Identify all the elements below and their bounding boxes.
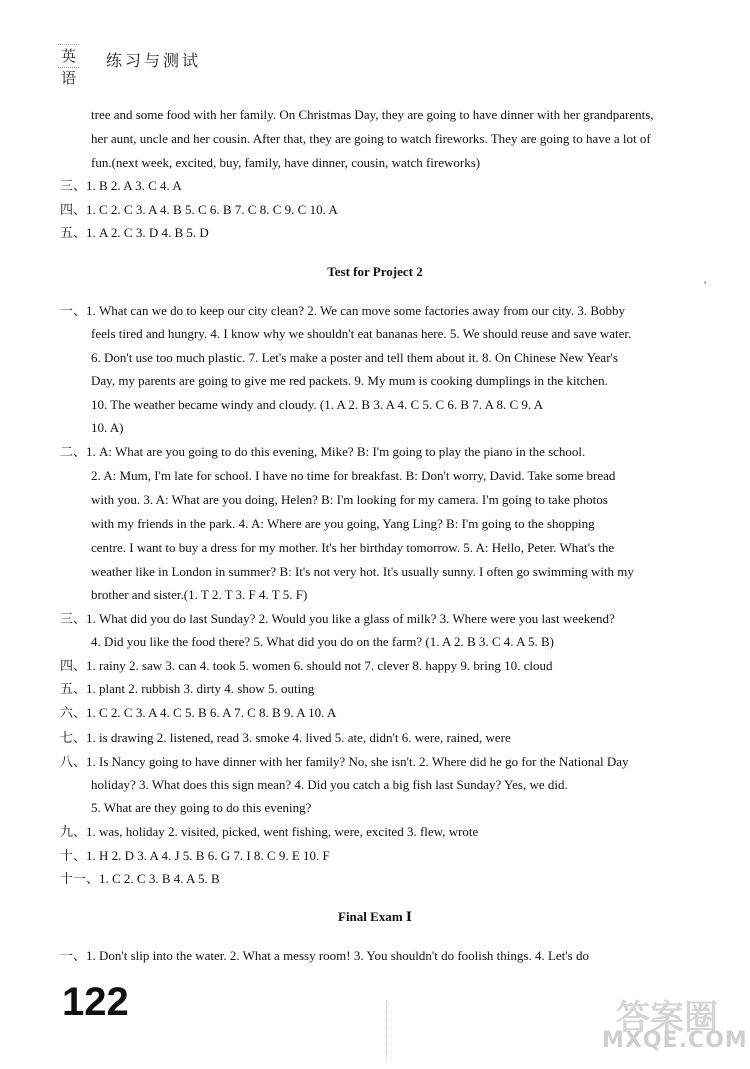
text-line: tree and some food with her family. On Christmas Day, they are going to have dinner with her grandparents, <box>91 107 654 122</box>
text-line: 5. What are they going to do this evening? <box>91 800 312 815</box>
section-heading: Test for Project 2 <box>327 264 423 279</box>
stray-mark: ' <box>704 278 707 292</box>
answer-line: 三、1. B 2. A 3. C 4. A <box>60 178 182 193</box>
text-line: brother and sister.(1. T 2. T 3. F 4. T 5. F) <box>91 587 308 602</box>
text-line: centre. I want to buy a dress for my mother. It's her birthday tomorrow. 5. A: Hello, Peter. What's the <box>91 540 615 555</box>
book-title: 练习与测试 <box>106 51 202 70</box>
watermark-logo <box>596 990 746 1060</box>
answer-line: 六、1. C 2. C 3. A 4. C 5. B 6. A 7. C 8. B 9. A 10. A <box>60 705 337 720</box>
text-line: weather like in London in summer? B: It's not very hot. It's usually sunny. I often go swimming with my <box>91 564 634 579</box>
text-line: 4. Did you like the food there? 5. What did you do on the farm? (1. A 2. B 3. C 4. A 5. B) <box>91 634 555 649</box>
answer-line: 一、1. What can we do to keep our city clean? 2. We can move some factories away from our city. 3. Bobby <box>60 303 625 318</box>
answer-line: 一、1. Don't slip into the water. 2. What a messy room! 3. You shouldn't do foolish things. 4. Let's do <box>60 948 589 963</box>
text-line: holiday? 3. What does this sign mean? 4. Did you catch a big fish last Sunday? Yes, we did. <box>91 777 568 792</box>
answer-line: 二、1. A: What are you going to do this evening, Mike? B: I'm going to play the piano in the school. <box>60 444 586 459</box>
text-line: fun.(next week, excited, buy, family, have dinner, cousin, watch fireworks) <box>91 155 481 170</box>
text-line: 2. A: Mum, I'm late for school. I have no time for breakfast. B: Don't worry, David. Take some bread <box>91 468 616 483</box>
answer-line: 十一、1. C 2. C 3. B 4. A 5. B <box>60 871 220 886</box>
answer-line: 五、1. A 2. C 3. D 4. B 5. D <box>60 225 209 240</box>
text-line: with my friends in the park. 4. A: Where are you going, Yang Ling? B: I'm going to the shopping <box>91 516 595 531</box>
section-heading: Final Exam Ⅰ <box>338 909 412 924</box>
answer-line: 三、1. What did you do last Sunday? 2. Would you like a glass of milk? 3. Where were you last weekend? <box>60 611 615 626</box>
answer-line: 九、1. was, holiday 2. visited, picked, went fishing, were, excited 3. flew, wrote <box>60 824 479 839</box>
answer-line: 十、1. H 2. D 3. A 4. J 5. B 6. G 7. I 8. C 9. E 10. F <box>60 848 330 863</box>
subject-tag: 英语 <box>58 44 79 68</box>
answer-line: 四、1. C 2. C 3. A 4. B 5. C 6. B 7. C 8. C 9. C 10. A <box>60 202 338 217</box>
text-line: feels tired and hungry. 4. I know why we shouldn't eat bananas here. 5. We should reuse and save water. <box>91 326 632 341</box>
answer-line: 五、1. plant 2. rubbish 3. dirty 4. show 5. outing <box>60 681 315 696</box>
answer-line: 四、1. rainy 2. saw 3. can 4. took 5. women 6. should not 7. clever 8. happy 9. bring 10. cloud <box>60 658 553 673</box>
answer-line: 八、1. Is Nancy going to have dinner with her family? No, she isn't. 2. Where did he go for the National Day <box>60 754 629 769</box>
text-line: Day, my parents are going to give me red packets. 9. My mum is cooking dumplings in the kitchen. <box>91 373 608 388</box>
text-line: her aunt, uncle and her cousin. After that, they are going to watch fireworks. They are going to have a lot of <box>91 131 651 146</box>
answer-line: 七、1. is drawing 2. listened, read 3. smoke 4. lived 5. ate, didn't 6. were, rained, were <box>60 730 511 745</box>
watermark-url-text: MXQE.COM <box>602 1028 748 1053</box>
text-line: with you. 3. A: What are you doing, Helen? B: I'm looking for my camera. I'm going to take photos <box>91 492 608 507</box>
text-line: 10. A) <box>91 420 124 435</box>
page-fold-line <box>386 1000 387 1060</box>
text-line: 6. Don't use too much plastic. 7. Let's make a poster and tell them about it. 8. On Chinese New Year's <box>91 350 618 365</box>
page-number: 122 <box>62 980 129 1024</box>
watermark-cn-text: 答案圈 <box>616 998 718 1038</box>
text-line: 10. The weather became windy and cloudy. (1. A 2. B 3. A 4. C 5. C 6. B 7. A 8. C 9. A <box>91 397 544 412</box>
